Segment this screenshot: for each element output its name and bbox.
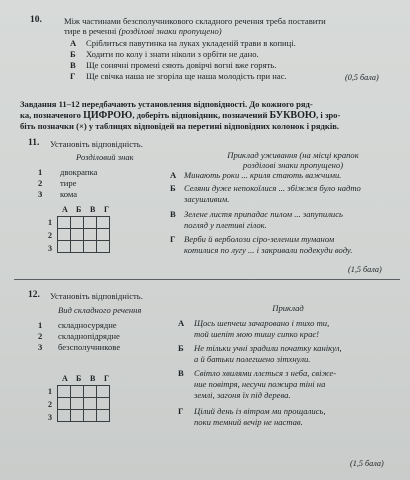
- q10-option-b: Ходити по колу і знати ніколи з орбіти не дано.: [86, 49, 259, 59]
- q11-right-header-line1: Приклад уживання (на місці крапок: [227, 150, 359, 160]
- q11-right-header-line2: розділові знаки пропущено): [242, 160, 344, 170]
- q11-cell[interactable]: [97, 229, 110, 241]
- q11-left-number-2: 2: [38, 178, 43, 188]
- q11-cell[interactable]: [71, 229, 84, 241]
- q11-score: (1,5 бала): [348, 265, 382, 274]
- q10-number: 10.: [30, 15, 42, 25]
- q11-cell[interactable]: [58, 217, 71, 229]
- q12-right-item-d-line1: Цілий день із вітром ми прощались,: [194, 406, 326, 416]
- q11-right-item-c-line2: погляд у плетиві гілок.: [184, 220, 267, 230]
- q11-grid-row-1: 1: [48, 218, 52, 227]
- q12-cell[interactable]: [58, 398, 71, 410]
- q12-grid-col-d: Г: [104, 374, 110, 383]
- q12-left-header: Вид складного речення: [58, 305, 142, 315]
- q10-option-c: Ще сонячні промені сяють довірчі вогні вже горять.: [86, 60, 277, 70]
- q11-title: Установіть відповідність.: [50, 139, 143, 149]
- q11-cell[interactable]: [58, 229, 71, 241]
- q12-cell[interactable]: [84, 410, 97, 422]
- q12-left-item-1: складносурядне: [58, 320, 117, 330]
- q12-right-item-a-line1: Щось шепчеш зачаровано і тихо ти,: [194, 318, 330, 328]
- q11-grid-row-2: 2: [48, 231, 52, 240]
- q12-left-number-1: 1: [38, 320, 43, 330]
- q11-answer-grid: [57, 216, 110, 253]
- q11-right-item-b-line2: засушливим.: [184, 194, 230, 204]
- q12-cell[interactable]: [58, 386, 71, 398]
- q11-cell[interactable]: [97, 217, 110, 229]
- q12-answer-grid: [57, 385, 110, 422]
- q11-right-item-c-line1: Зелене листя припадає пилом ... запупились: [184, 209, 343, 219]
- q11-left-item-3: кома: [60, 189, 78, 199]
- instructions-line3: біть позначки (×) у таблицях відповідей на перетині відповідних колонок і рядків.: [20, 121, 340, 131]
- q11-right-letter-a: А: [170, 170, 177, 180]
- q11-right-letter-d: Г: [170, 234, 176, 244]
- q11-cell[interactable]: [58, 241, 71, 253]
- q11-cell[interactable]: [71, 217, 84, 229]
- q10-option-d: Ще свічка наша не згоріла ще наша молодість при нас.: [86, 71, 287, 81]
- q12-right-item-c-line3: землі, загоня їх під дерева.: [194, 390, 291, 400]
- q12-cell[interactable]: [58, 410, 71, 422]
- q11-left-item-1: двокрапка: [60, 167, 98, 177]
- q11-right-item-d-line1: Верби й верболози сіро-зеленим туманом: [184, 234, 335, 244]
- q11-cell[interactable]: [84, 241, 97, 253]
- q12-cell[interactable]: [84, 386, 97, 398]
- q12-right-letter-a: А: [178, 318, 185, 328]
- q12-left-number-3: 3: [38, 342, 43, 352]
- q11-left-header: Розділовий знак: [76, 152, 134, 162]
- q11-right-item-b-line1: Селяни дуже непокоїлися ... збіжжя було надто: [184, 183, 361, 193]
- q12-cell[interactable]: [84, 398, 97, 410]
- q11-grid-col-b: Б: [76, 205, 82, 214]
- instructions-line2: ка, позначеного ЦИФРОЮ, доберіть відповідник, позначений БУКВОЮ, і зро-: [20, 110, 341, 121]
- q11-cell[interactable]: [84, 229, 97, 241]
- q12-right-item-c-line1: Світло хвилями ллється з неба, свіже-: [194, 368, 337, 378]
- q11-cell[interactable]: [84, 217, 97, 229]
- q10-option-letter-a: А: [70, 38, 77, 48]
- q12-right-item-c-line2: ние повітря, несучи пожира тіні на: [194, 379, 326, 389]
- q10-option-letter-d: Г: [70, 71, 76, 81]
- q11-left-number-1: 1: [38, 167, 43, 177]
- q11-right-letter-b: Б: [170, 183, 176, 193]
- q12-cell[interactable]: [71, 410, 84, 422]
- q12-left-item-2: складнопідрядне: [58, 331, 120, 341]
- q12-grid-col-b: Б: [76, 374, 82, 383]
- q11-cell[interactable]: [97, 241, 110, 253]
- q10-prompt-line1: Між частинами безсполучникового складного речення треба поставити: [64, 16, 326, 26]
- q10-prompt-line2: тире в реченні (розділові знаки пропущено): [64, 26, 222, 36]
- q11-grid-col-d: Г: [104, 205, 110, 214]
- q11-left-item-2: тире: [60, 178, 77, 188]
- instructions-line1: Завдання 11–12 передбачають установлення відповідності. До кожного ряд-: [20, 99, 313, 109]
- section-divider: [14, 279, 400, 280]
- q11-right-item-a-line1: Минають роки ... криля стають важчими.: [184, 170, 342, 180]
- q12-right-item-b-line2: а й батьки полегшено зітхнули.: [194, 354, 311, 364]
- q12-right-item-b-line1: Не тільки учні зрадили початку канікул,: [194, 343, 342, 353]
- q12-score: (1,5 бала): [350, 459, 384, 468]
- q10-option-a: Сріблиться павутинка на луках укладеній трави в копиці.: [86, 38, 296, 48]
- q12-grid-col-a: А: [62, 374, 68, 383]
- q10-score: (0,5 бала): [345, 73, 379, 82]
- q12-right-letter-c: В: [178, 368, 184, 378]
- q12-left-number-2: 2: [38, 331, 43, 341]
- q11-right-item-d-line2: котилися по лугу ... і закривали подекуди воду.: [184, 245, 353, 255]
- q12-right-letter-b: Б: [178, 343, 184, 353]
- q10-option-letter-c: В: [70, 60, 76, 70]
- q10-option-letter-b: Б: [70, 49, 76, 59]
- q12-grid-col-c: В: [90, 374, 96, 383]
- q12-right-item-d-line2: поки темний вечір не настав.: [194, 417, 303, 427]
- q11-grid-col-c: В: [90, 205, 96, 214]
- q12-cell[interactable]: [71, 398, 84, 410]
- q12-right-header: Приклад: [272, 303, 304, 313]
- q11-left-number-3: 3: [38, 189, 43, 199]
- q12-left-item-3: безсполучникове: [58, 342, 121, 352]
- q11-number: 11.: [28, 138, 40, 148]
- q12-cell[interactable]: [71, 386, 84, 398]
- q12-right-item-a-line2: той шепіт мою тишу сипко крає!: [194, 329, 319, 339]
- q12-cell[interactable]: [97, 386, 110, 398]
- q12-grid-row-1: 1: [48, 387, 52, 396]
- q11-grid-col-a: А: [62, 205, 68, 214]
- q12-number: 12.: [28, 290, 40, 300]
- q12-grid-row-2: 2: [48, 400, 52, 409]
- q12-grid-row-3: 3: [48, 413, 52, 422]
- q11-cell[interactable]: [71, 241, 84, 253]
- q12-cell[interactable]: [97, 398, 110, 410]
- q11-grid-row-3: 3: [48, 244, 52, 253]
- q12-title: Установіть відповідність.: [50, 291, 143, 301]
- q11-right-letter-c: В: [170, 209, 176, 219]
- q12-right-letter-d: Г: [178, 406, 184, 416]
- q12-cell[interactable]: [97, 410, 110, 422]
